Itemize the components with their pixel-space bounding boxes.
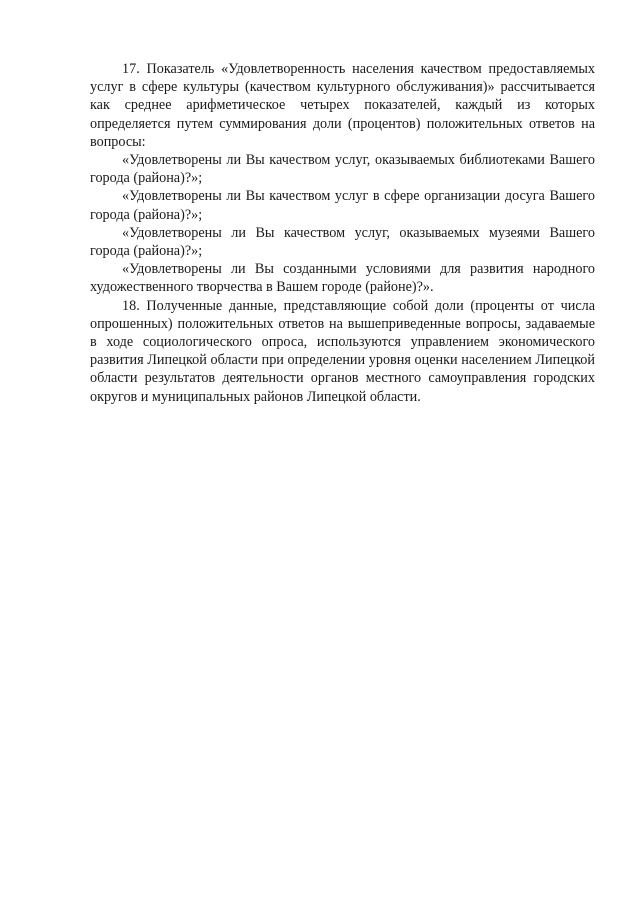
question-leisure: «Удовлетворены ли Вы качеством услуг в сфере организации досуга Вашего города (района)?»; — [90, 188, 595, 223]
question-libraries: «Удовлетворены ли Вы качеством услуг, оказываемых библиотеками Вашего города (района)?»; — [90, 152, 595, 187]
question-folk-art: «Удовлетворены ли Вы созданными условиями для развития народного художественного творчества в Вашем городе (районе)?». — [90, 261, 595, 296]
paragraph-18: 18. Полученные данные, представляющие собой доли (проценты от числа опрошенных) положительных ответов на вышеприведенные вопросы, задаваемые в ходе социологического опроса, используются управлением экономического развития Липецкой области при определении уровня оценки населением Липецкой области результатов деятельности органов местного самоуправления городских округов и муниципальных районов Липецкой области. — [90, 297, 595, 405]
question-museums: «Удовлетворены ли Вы качеством услуг, оказываемых музеями Вашего города (района)?»; — [90, 224, 595, 260]
document-page — [90, 60, 595, 406]
paragraph-17: 17. Показатель «Удовлетворенность населения качеством предоставляемых услуг в сфере культуры (качеством культурного обслуживания)» рассчитывается как среднее арифметическое четырех показателей, каждый из которых определяется путем суммирования доли (процентов) положительных ответов на вопросы: — [90, 61, 595, 150]
